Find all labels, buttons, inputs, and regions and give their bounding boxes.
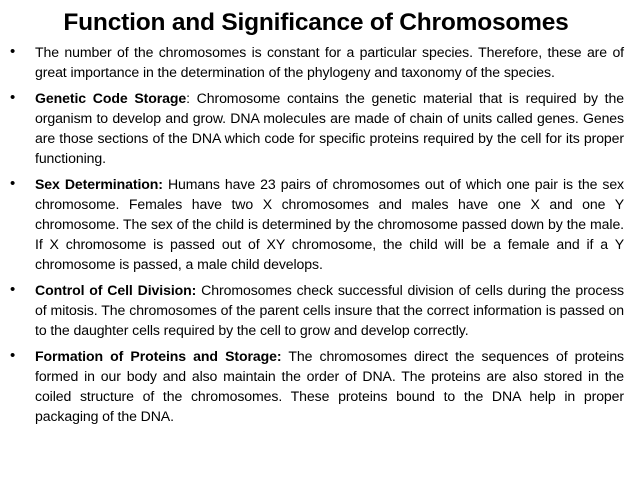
bullet-dot-icon: • [10,89,16,106]
bullet-body: The number of the chromosomes is constant for a particular species. Therefore, these are of great importance in the determination of the phylogeny and taxonomy of the species. [35,44,624,80]
bullet-dot-icon: • [10,43,16,60]
bullet-dot-icon: • [10,281,16,298]
bullet-item-proteins-storage [8,346,624,426]
bullet-item-sex-determination [8,174,624,274]
bullet-list [8,42,624,426]
bullet-body: : Chromosome contains the genetic material that is required by the organism to develop and grow. DNA molecules are made of chain of units called genes. Genes are those sections of the DNA which code for specific proteins required by the cell for its proper functioning. [35,90,624,166]
bullet-heading: Genetic Code Storage [35,90,187,106]
page-title: Function and Significance of Chromosomes [63,9,569,36]
bullet-body: Humans have 23 pairs of chromosomes out of which one pair is the sex chromosome. Females have two X chromosomes and males have one X and one Y chromosome. The sex of the child is determined by the chromosome passed down by the male. If X chromosome is passed out of XY chromosome, the child will be a female and if a Y chromosome is passed, a male child develops. [35,176,625,272]
bullet-dot-icon: • [10,175,16,192]
bullet-heading: Formation of Proteins and Storage: [35,348,282,364]
bullet-body: The chromosomes direct the sequences of proteins formed in our body and also maintain the order of DNA. The proteins are also stored in the coiled structure of the chromosomes. These proteins bound to the DNA help in proper packaging of the DNA. [35,348,625,424]
bullet-body: Chromosomes check successful division of cells during the process of mitosis. The chromosomes of the parent cells insure that the correct information is passed on to the daughter cells required by the cell to grow and develop correctly. [35,282,624,338]
bullet-text [35,88,624,168]
bullet-dot-icon: • [10,347,16,364]
bullet-heading: Control of Cell Division: [35,282,197,298]
bullet-text [35,42,624,82]
bullet-text [35,280,624,340]
bullet-item-genetic-code-storage [8,88,624,168]
bullet-heading: Sex Determination: [35,176,163,192]
bullet-text [35,346,624,426]
bullet-item-cell-division [8,280,624,340]
bullet-text [35,174,624,274]
bullet-item-phylogeny [8,42,624,82]
